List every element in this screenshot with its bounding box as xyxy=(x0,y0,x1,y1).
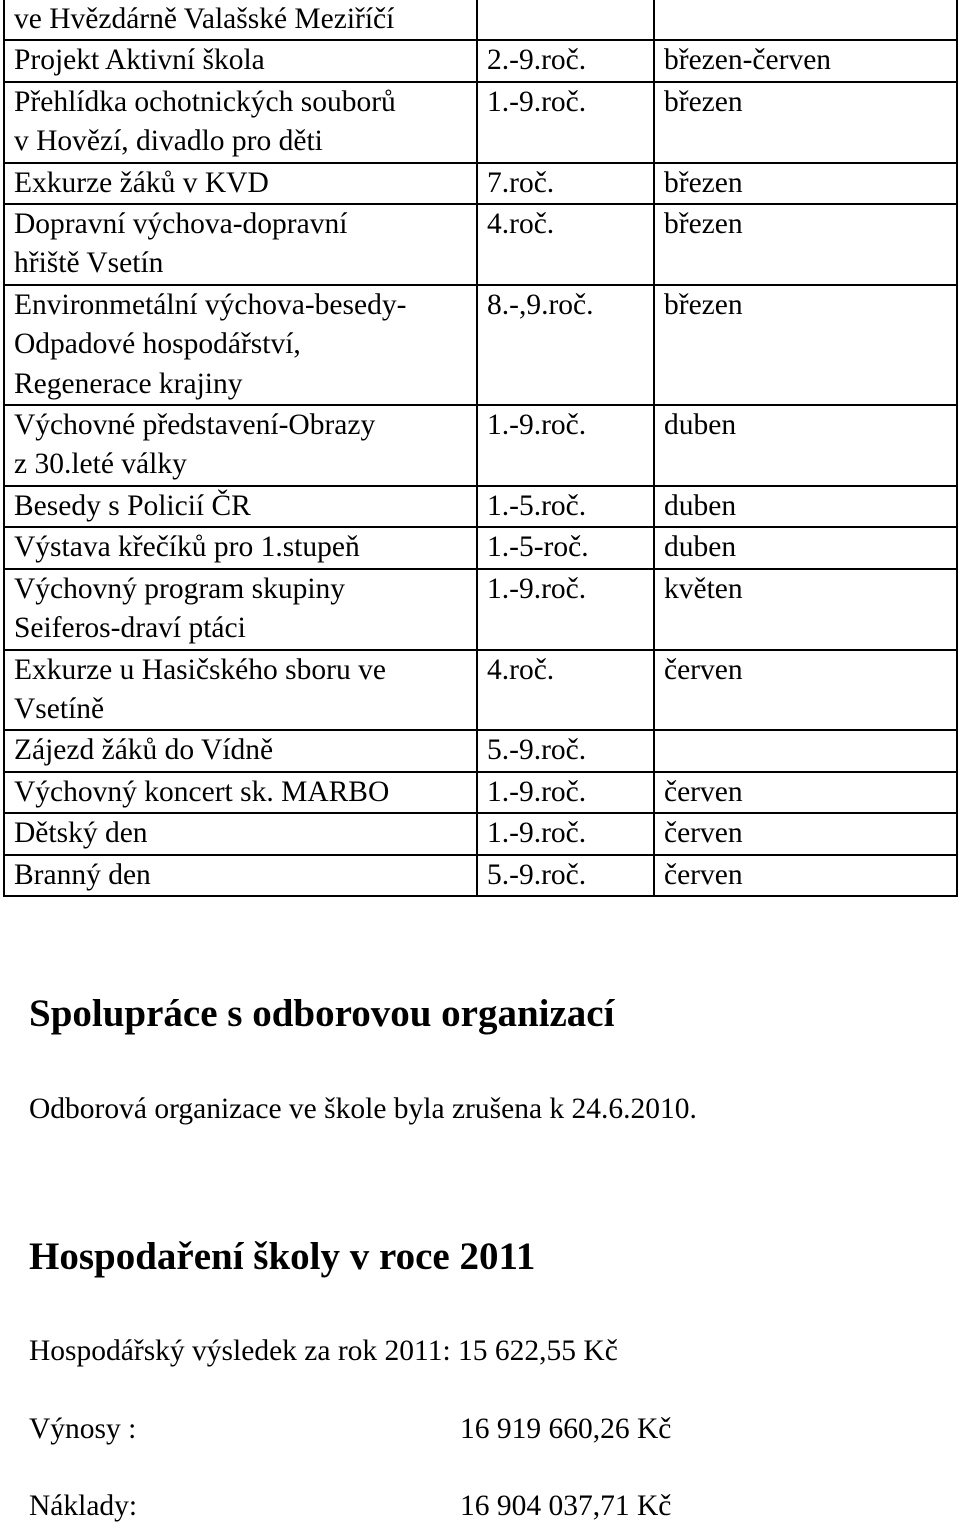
table-row xyxy=(4,730,957,771)
economic-result-text: Hospodářský výsledek za rok 2011: 15 622,55 Kč xyxy=(29,1335,618,1367)
table-body xyxy=(4,0,957,896)
month-cell: červen xyxy=(654,650,957,731)
event-cell xyxy=(4,0,477,40)
grade-cell: 4.roč. xyxy=(477,204,654,285)
event-name-line: Branný den xyxy=(14,858,151,891)
event-name-line: Dopravní výchova-dopravní xyxy=(14,208,348,241)
event-name-line: z 30.leté války xyxy=(14,448,187,481)
event-cell xyxy=(4,40,477,81)
month-cell: květen xyxy=(654,569,957,650)
grade-cell: 1.-5.roč. xyxy=(477,486,654,527)
grade-cell: 1.-9.roč. xyxy=(477,772,654,813)
event-name-line: Regenerace krajiny xyxy=(14,367,243,400)
event-name-line: Výchovné představení-Obrazy xyxy=(14,409,376,442)
finance-section-heading: Hospodaření školy v roce 2011 xyxy=(29,1235,536,1278)
table-row xyxy=(4,405,957,486)
grade-cell: 1.-9.roč. xyxy=(477,405,654,486)
grade-cell: 4.roč. xyxy=(477,650,654,731)
grade-cell: 2.-9.roč. xyxy=(477,40,654,81)
table-row xyxy=(4,650,957,731)
grade-cell: 7.roč. xyxy=(477,163,654,204)
grade-cell: 1.-9.roč. xyxy=(477,569,654,650)
event-name-line: Seiferos-draví ptáci xyxy=(14,612,246,645)
table-row xyxy=(4,813,957,854)
month-cell: červen xyxy=(654,772,957,813)
event-name-line: Exkurze u Hasičského sboru ve xyxy=(14,653,386,686)
event-name-line: Besedy s Policií ČR xyxy=(14,489,251,522)
grade-cell xyxy=(477,0,654,40)
table-row xyxy=(4,0,957,40)
month-cell: březen xyxy=(654,204,957,285)
event-name-line: Environmetální výchova-besedy- xyxy=(14,288,407,321)
month-cell: březen xyxy=(654,163,957,204)
event-name-line: hřiště Vsetín xyxy=(14,247,164,280)
event-name-line: Výchovný program skupiny xyxy=(14,572,346,605)
event-name-line: Dětský den xyxy=(14,817,148,850)
union-section-heading: Spolupráce s odborovou organizací xyxy=(29,992,615,1035)
month-cell: duben xyxy=(654,486,957,527)
grade-cell: 1.-5-roč. xyxy=(477,527,654,568)
month-cell xyxy=(654,0,957,40)
month-cell: březen-červen xyxy=(654,40,957,81)
event-cell xyxy=(4,405,477,486)
event-cell xyxy=(4,285,477,405)
table-row xyxy=(4,527,957,568)
event-name-line: Exkurze žáků v KVD xyxy=(14,166,269,199)
event-cell xyxy=(4,163,477,204)
event-cell xyxy=(4,527,477,568)
month-cell: březen xyxy=(654,82,957,163)
event-cell xyxy=(4,772,477,813)
event-name-line: Vsetíně xyxy=(14,692,105,725)
table-row xyxy=(4,486,957,527)
table-row xyxy=(4,82,957,163)
school-events-table xyxy=(3,0,958,897)
costs-value: 16 904 037,71 Kč xyxy=(460,1490,672,1522)
event-name-line: Odpadové hospodářství, xyxy=(14,328,301,361)
event-cell xyxy=(4,569,477,650)
table-row xyxy=(4,285,957,405)
event-cell xyxy=(4,855,477,896)
event-name-line: Projekt Aktivní škola xyxy=(14,44,265,77)
table-row xyxy=(4,204,957,285)
table-row xyxy=(4,855,957,896)
grade-cell: 1.-9.roč. xyxy=(477,82,654,163)
event-name-line: Výstava křečíků pro 1.stupeň xyxy=(14,531,360,564)
month-cell xyxy=(654,730,957,771)
month-cell: červen xyxy=(654,813,957,854)
event-name-line: Zájezd žáků do Vídně xyxy=(14,734,274,767)
event-cell xyxy=(4,813,477,854)
event-name-line: v Hovězí, divadlo pro děti xyxy=(14,125,323,158)
event-cell xyxy=(4,82,477,163)
event-name-line: Výchovný koncert sk. MARBO xyxy=(14,775,390,808)
table-row xyxy=(4,163,957,204)
event-name-line: ve Hvězdárně Valašské Meziříčí xyxy=(14,3,395,35)
grade-cell: 5.-9.roč. xyxy=(477,730,654,771)
month-cell: duben xyxy=(654,405,957,486)
table-row xyxy=(4,772,957,813)
table-row xyxy=(4,569,957,650)
month-cell: duben xyxy=(654,527,957,568)
costs-label: Náklady: xyxy=(29,1490,138,1522)
revenue-value: 16 919 660,26 Kč xyxy=(460,1413,672,1445)
grade-cell: 8.-,9.roč. xyxy=(477,285,654,405)
event-cell xyxy=(4,204,477,285)
revenue-label: Výnosy : xyxy=(29,1413,137,1445)
event-name-line: Přehlídka ochotnických souborů xyxy=(14,85,396,118)
event-cell xyxy=(4,486,477,527)
grade-cell: 1.-9.roč. xyxy=(477,813,654,854)
event-cell xyxy=(4,730,477,771)
union-section-text: Odborová organizace ve škole byla zrušena k 24.6.2010. xyxy=(29,1093,697,1125)
month-cell: březen xyxy=(654,285,957,405)
table-row xyxy=(4,40,957,81)
month-cell: červen xyxy=(654,855,957,896)
event-cell xyxy=(4,650,477,731)
grade-cell: 5.-9.roč. xyxy=(477,855,654,896)
